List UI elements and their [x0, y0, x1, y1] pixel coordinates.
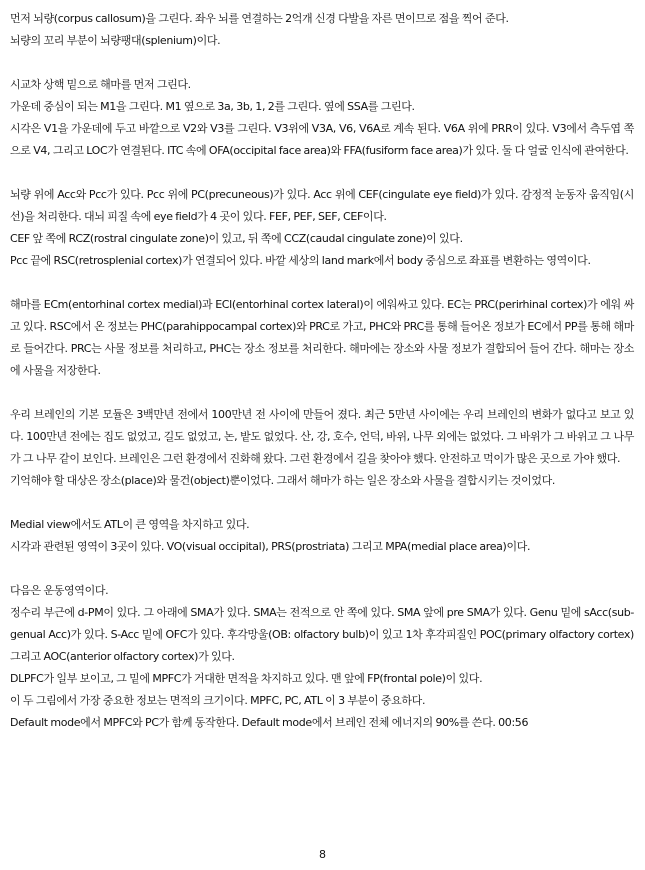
- paragraph-brain-evolution: [10, 404, 634, 492]
- text-line: 기억해야 할 대상은 장소(place)와 물건(object)뿐이었다. 그래서 해마가 하는 일은 장소와 사물을 결합시키는 것이었다.: [10, 474, 556, 487]
- text-line: 뇌량의 꼬리 부분이 뇌량팽대(splenium)이다.: [10, 34, 221, 47]
- text-line: 다음은 운동영역이다.: [10, 584, 109, 597]
- text-line: 이 두 그림에서 가장 중요한 정보는 면적의 크기이다. MPFC, PC, ATL 이 3 부분이 중요하다.: [10, 694, 426, 707]
- page-number: 8: [319, 848, 326, 861]
- text-line: DLPFC가 일부 보이고, 그 밑에 MPFC가 거대한 면적을 차지하고 있다. 맨 앞에 FP(frontal pole)이 있다.: [10, 672, 483, 685]
- text-line: 우리 브레인의 기본 모듈은 3백만년 전에서 100만년 전 사이에 만들어 졌다. 최근 5만년 사이에는 우리 브레인의 변화가 없다고 보고 있다. 100만년 전에는 집도 없었고, 길도 없었고, 논, 밭도 없었다. 산, 강, 호수, 언덕, 바위, 나무 외에는 없었다. 그 바위가 그 바위고 그 나무가 그 나무 같이 보인다. 브레인은 그런 환경에서 진화해 왔다. 그런 환경에서 길을 찾아야 했다. 안전하고 먹이가 많은 곳으로 가야 했다.: [10, 408, 634, 465]
- text-line: 시각은 V1을 가운데에 두고 바깥으로 V2와 V3를 그린다. V3위에 V3A, V6, V6A로 계속 된다. V6A 위에 PRR이 있다. V3에서 측두엽 쪽으로 V4, 그리고 LOC가 연결된다. ITC 속에 OFA(occipital face area)와 FFA(fusiform face area)가 있다. 둘 다 얼굴 인식에 관여한다.: [10, 122, 634, 157]
- paragraph-hippocampus: [10, 294, 634, 382]
- document-page: [10, 8, 634, 756]
- text-line: 가운데 중심이 되는 M1을 그린다. M1 옆으로 3a, 3b, 1, 2를 그린다. 옆에 SSA를 그린다.: [10, 100, 415, 113]
- paragraph-cingulate: [10, 184, 634, 272]
- text-line: 정수리 부근에 d-PM이 있다. 그 아래에 SMA가 있다. SMA는 전적으로 안 쪽에 있다. SMA 앞에 pre SMA가 있다. Genu 밑에 sAcc(sub-genual Acc)가 있다. S-Acc 밑에 OFC가 있다. 후각망울(OB: olfactory bulb)이 있고 1차 후각피질인 POC(primary olfactory cortex)그리고 AOC(anterior olfactory cortex)가 있다.: [10, 606, 634, 663]
- text-line: 먼저 뇌량(corpus callosum)을 그린다. 좌우 뇌를 연결하는 2억개 신경 다발을 자른 면이므로 점을 찍어 준다.: [10, 12, 509, 25]
- paragraph-corpus-callosum: [10, 8, 634, 52]
- paragraph-motor-areas: [10, 580, 634, 734]
- paragraph-visual-areas: [10, 74, 634, 162]
- text-line: 해마를 ECm(entorhinal cortex medial)과 ECl(entorhinal cortex lateral)이 에워싸고 있다. EC는 PRC(perirhinal cortex)가 에워 싸고 있다. RSC에서 온 정보는 PHC(parahippocampal cortex)와 PRC로 가고, PHC와 PRC를 통해 들어온 정보가 EC에서 PP를 통해 해마로 들어간다. PRC는 사물 정보를 처리하고, PHC는 장소 정보를 처리한다. 해마에는 장소와 사물 정보가 결합되어 들어 간다. 해마는 장소에 사물을 저장한다.: [10, 298, 634, 377]
- text-line: Medial view에서도 ATL이 큰 영역을 차지하고 있다.: [10, 518, 250, 531]
- text-line: 시각과 관련된 영역이 3곳이 있다. VO(visual occipital), PRS(prostriata) 그리고 MPA(medial place area)이다.: [10, 540, 531, 553]
- text-line: 뇌량 위에 Acc와 Pcc가 있다. Pcc 위에 PC(precuneous)가 있다. Acc 위에 CEF(cingulate eye field)가 있다. 감정적 눈동자 움직임(시선)을 처리한다. 대뇌 피질 속에 eye field가 4 곳이 있다. FEF, PEF, SEF, CEF이다.: [10, 188, 634, 223]
- paragraph-medial-view: [10, 514, 634, 558]
- text-line: CEF 앞 쪽에 RCZ(rostral cingulate zone)이 있고, 뒤 쪽에 CCZ(caudal cingulate zone)이 있다.: [10, 232, 463, 245]
- text-line: 시교차 상핵 밑으로 해마를 먼저 그린다.: [10, 78, 191, 91]
- text-line: Default mode에서 MPFC와 PC가 함께 동작한다. Default mode에서 브레인 전체 에너지의 90%를 쓴다. 00:56: [10, 716, 529, 729]
- text-line: Pcc 끝에 RSC(retrosplenial cortex)가 연결되어 있다. 바깥 세상의 land mark에서 body 중심으로 좌표를 변환하는 영역이다.: [10, 254, 591, 267]
